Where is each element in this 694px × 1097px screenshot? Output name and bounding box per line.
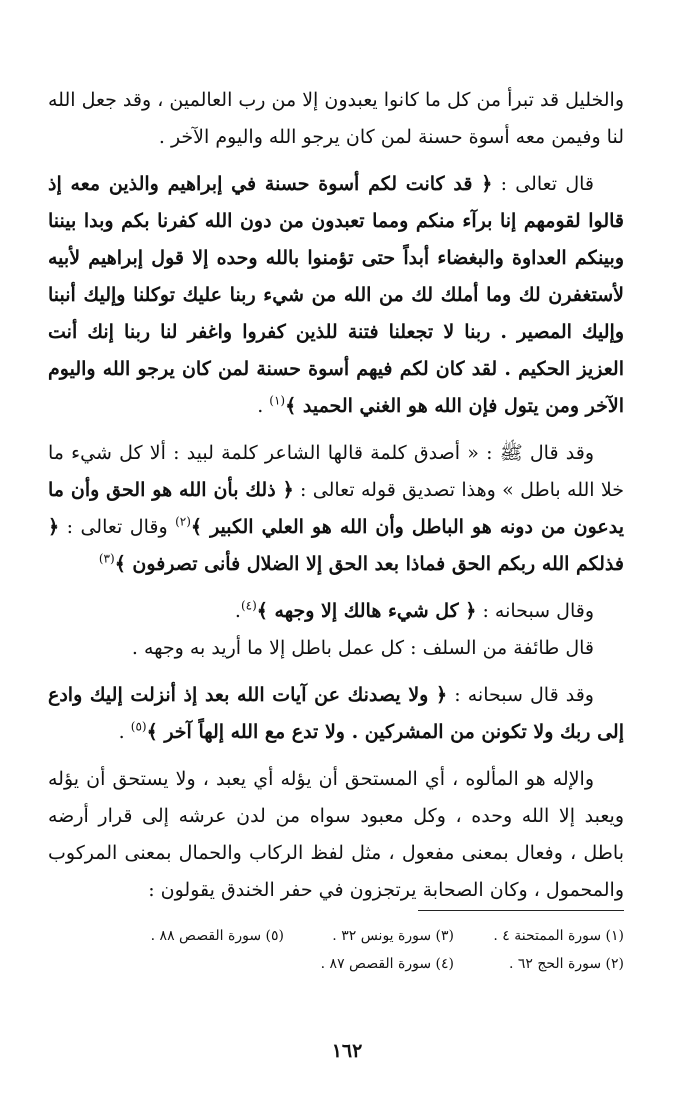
footnote-ref: (١)	[269, 393, 286, 408]
paragraph-4	[48, 593, 624, 630]
footnote-2: (٢) سورة الحج ٦٢ .	[508, 956, 624, 972]
text-run: وقد قال سبحانه :	[447, 684, 594, 706]
quran-verse: ﴿ ذلك بأن الله هو الحق وأن ما يدعون من دونه هو الباطل وأن الله هو العلي الكبير ﴾	[48, 479, 625, 538]
text-run: والإله هو المألوه ، أي المستحق أن يؤله أي يعبد ، ولا يستحق أن يؤله ويعبد إلا الله وحده ، وكل معبود سواه من لدن عرشه إلى قرار أرضه باطل ، وفعال بمعنى مفعول ، مثل لفظ الركاب والحمال بمعنى المركوب والمحمول ، وكان الصحابة يرتجزون في حفر الخندق يقولون :	[48, 768, 624, 901]
footnote-row-2	[48, 950, 624, 978]
footnote-ref: (٢)	[175, 514, 191, 529]
text-run: وقال سبحانه :	[476, 600, 594, 622]
page-number: ١٦٢	[331, 1040, 363, 1062]
quran-verse: ﴿ فذلكم الله ربكم الحق فماذا بعد الحق إلا الضلال فأنى تصرفون ﴾	[48, 516, 624, 575]
text-run: .	[118, 721, 131, 743]
paragraph-1	[48, 82, 624, 156]
footnote-4: (٤) سورة القصص ٨٧ .	[320, 956, 454, 972]
text-run: .	[257, 395, 270, 417]
paragraph-3	[48, 435, 624, 583]
paragraph-2	[48, 166, 624, 425]
text-run: والخليل قد تبرأ من كل ما كانوا يعبدون إلا من رب العالمين ، وقد جعل الله لنا وفيمن معه أسوة حسنة لمن كان يرجو الله واليوم الآخر .	[48, 89, 624, 148]
footnote-divider	[418, 910, 624, 911]
footnote-ref: (٣)	[98, 551, 115, 566]
footnotes	[48, 922, 624, 978]
text-run: .	[234, 600, 241, 622]
page-body	[48, 82, 624, 909]
text-run: قال طائفة من السلف : كل عمل باطل إلا ما أريد به وجهه .	[131, 637, 594, 659]
footnote-3: (٣) سورة يونس ٣٢ .	[332, 928, 454, 944]
footnote-1: (١) سورة الممتحنة ٤ .	[493, 928, 624, 944]
quran-verse: ﴿ ولا يصدنك عن آيات الله بعد إذ أنزلت إليك وادع إلى ربك ولا تكونن من المشركين . ولا تدع مع الله إلهاً آخر ﴾	[48, 684, 624, 743]
text-run: وقال تعالى :	[59, 516, 176, 538]
paragraph-6	[48, 677, 624, 751]
footnote-ref: (٤)	[240, 598, 257, 613]
paragraph-5	[48, 630, 624, 667]
text-run: قال تعالى :	[492, 173, 594, 195]
quran-verse: ﴿ كل شيء هالك إلا وجهه ﴾	[256, 600, 477, 622]
footnote-row-1	[48, 922, 624, 950]
quran-verse: ﴿ قد كانت لكم أسوة حسنة في إبراهيم والذين معه إذ قالوا لقومهم إنا برآء منكم ومما تعبدون من دون الله كفرنا بكم وبدا بيننا وبينكم العداوة والبغضاء أبداً حتى تؤمنوا بالله وحده إلا قول إبراهيم لأبيه لأستغفرن لك وما أملك لك من الله من شيء ربنا عليك توكلنا وإليك أنبنا وإليك المصير . ربنا لا تجعلنا فتنة للذين كفروا واغفر لنا ربنا إنك أنت العزيز الحكيم . لقد كان لكم فيهم أسوة حسنة لمن كان يرجو الله واليوم الآخر ومن يتول فإن الله هو الغني الحميد ﴾	[48, 173, 624, 417]
footnote-ref: (٥)	[130, 719, 147, 734]
paragraph-7	[48, 761, 624, 909]
footnote-5: (٥) سورة القصص ٨٨ .	[150, 928, 284, 944]
text-run: وقد قال ﷺ : « أصدق كلمة قالها الشاعر كلمة لبيد : ألا كل شيء ما خلا الله باطل » وهذا تصديق قوله تعالى :	[48, 442, 624, 501]
